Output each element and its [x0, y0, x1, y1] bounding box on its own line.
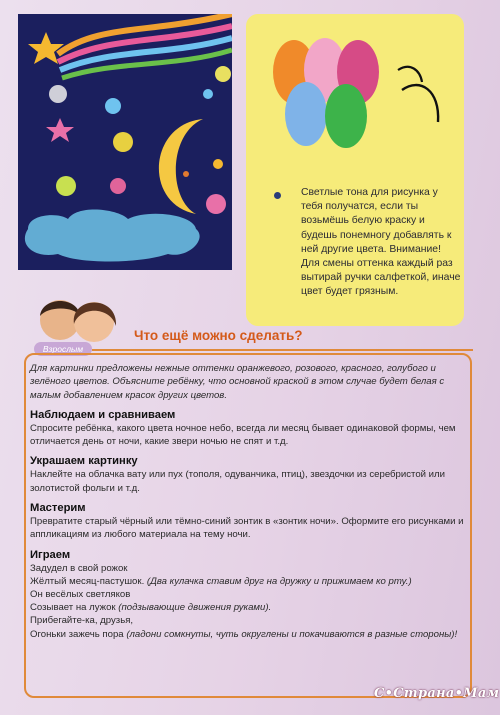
heading-play: Играем	[30, 548, 71, 561]
tip-text: Светлые тона для рисунка у тебя получатся, если ты возьмёшь белую краску и будешь понемногу добавлять к ней другие цвета. Внимание! Для смены оттенка каждый раз вытирай ручки салфеткой, иначе цвет будет грязным.	[301, 187, 461, 298]
poem-line: Прибегайте-ка, друзья,	[30, 615, 134, 627]
heading-craft: Мастерим	[30, 502, 86, 515]
section-title: Что ещё можно сделать?	[134, 328, 303, 343]
intro-text: Для картинки предложены нежные оттенки оранжевого, розового, красного, голубого и зелёного цветов. Объясните ребёнку, что основной краской в этом случае будет белая с малым добавлением красок других цветов.	[30, 363, 445, 401]
night-sky-illustration	[18, 14, 232, 270]
color-palette	[270, 32, 460, 157]
poem-line: Созывает на лужок (подзывающие движения руками).	[30, 602, 272, 614]
adults-label: Взрослым	[34, 342, 92, 356]
text-craft: Превратите старый чёрный или тёмно-синий зонтик в «зонтик ночи». Оформите его рисунками и аппликациям из любого материала на тему ночи.	[30, 516, 464, 541]
heading-observe: Наблюдаем и сравниваем	[30, 408, 176, 421]
text-observe: Спросите ребёнка, какого цвета ночное небо, всегда ли месяц бывает одинаковой формы, чем отличается день от ночи, какие звери ночью не спят и т.д.	[30, 422, 456, 448]
poem-line: Он весёлых светляков	[30, 589, 131, 601]
heading-decorate: Украшаем картинку	[30, 455, 138, 468]
bullet-icon	[274, 192, 281, 199]
activities-content	[30, 362, 470, 641]
divider	[92, 349, 473, 351]
poem-line: Жёлтый месяц-пастушок. (Два кулачка ставим друг на дружку и прижимаем ко рту.)	[30, 575, 412, 587]
watermark: С•Страна•Мам	[374, 686, 500, 701]
text-decorate: Наклейте на облачка вату или пух (тополя, одуванчика, птиц), звездочки из серебристой или золотистой фольги и т.д.	[30, 469, 446, 494]
tip-card	[246, 14, 464, 326]
poem-line: Задудел в свой рожок	[30, 562, 128, 574]
poem-line: Огоньки зажечь пора (ладони сомкнуты, чуть округлены и покачиваются в разные стороны)!	[30, 628, 458, 640]
